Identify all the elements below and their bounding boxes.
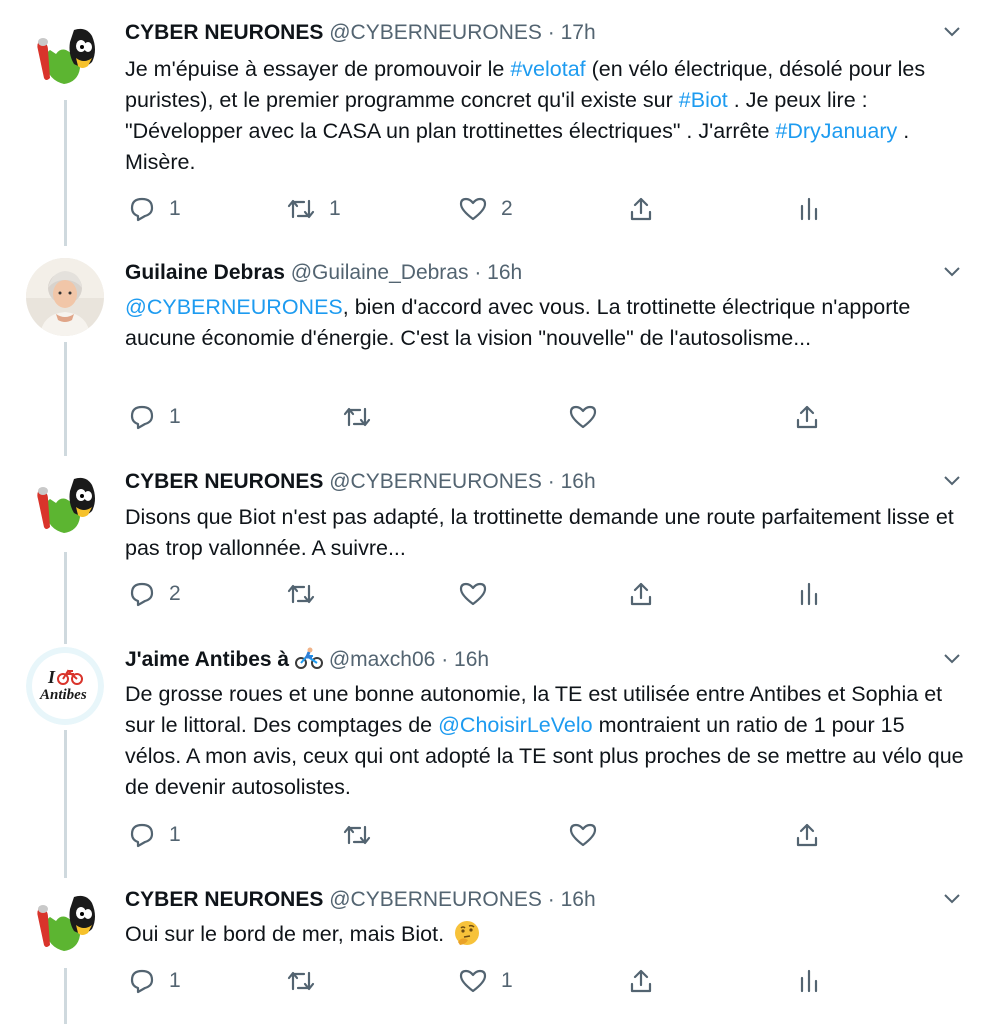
heart-icon — [569, 822, 597, 848]
separator: · — [547, 888, 555, 911]
hashtag-link[interactable]: #velotaf — [510, 57, 586, 81]
hashtag-link[interactable]: #Biot — [678, 88, 728, 112]
avatar-text-antibes: Antibes — [40, 687, 87, 703]
tweet-header — [125, 467, 991, 497]
timestamp[interactable]: 16h — [454, 648, 490, 671]
retweet-icon — [287, 197, 315, 221]
share-icon — [795, 404, 819, 430]
reply-count: 1 — [169, 969, 181, 992]
reply-button[interactable] — [129, 966, 181, 996]
mention-link[interactable]: @CYBERNEURONES — [125, 295, 343, 319]
like-button[interactable] — [569, 402, 597, 432]
author-name[interactable]: CYBER NEURONES — [125, 21, 324, 44]
tweet[interactable] — [0, 258, 991, 448]
avatar-text-i: I — [48, 667, 56, 687]
reply-count: 1 — [169, 197, 181, 220]
chevron-down-icon[interactable] — [943, 475, 961, 487]
tweet[interactable] — [0, 467, 991, 637]
retweet-button[interactable] — [343, 820, 371, 850]
author-handle[interactable]: @CYBERNEURONES — [329, 888, 542, 911]
retweet-button[interactable] — [343, 402, 371, 432]
chevron-down-icon[interactable] — [943, 26, 961, 38]
reply-count: 1 — [169, 405, 181, 428]
author-name[interactable]: CYBER NEURONES — [125, 470, 324, 493]
author-name[interactable]: Guilaine Debras — [125, 261, 285, 284]
mention-link[interactable]: @ChoisirLeVelo — [438, 713, 593, 737]
author-handle[interactable]: @Guilaine_Debras — [290, 261, 469, 284]
tweet-text: @CYBERNEURONES, bien d'accord avec vous. La trottinette électrique n'apporte aucune économie d'énergie. C'est la vision "nouvelle" de l'autosolisme... — [125, 295, 911, 350]
avatar-guilaine-debras[interactable] — [26, 258, 104, 336]
retweet-icon — [287, 582, 315, 606]
share-icon — [629, 196, 653, 222]
tweet[interactable] — [0, 645, 991, 870]
author-handle[interactable]: @CYBERNEURONES — [329, 470, 542, 493]
analytics-icon — [799, 581, 819, 607]
reply-button[interactable] — [129, 194, 181, 224]
avatar-cyberneurones[interactable] — [26, 887, 104, 965]
chevron-down-icon[interactable] — [943, 653, 961, 665]
timestamp[interactable]: 16h — [487, 261, 523, 284]
reply-button[interactable] — [129, 579, 181, 609]
analytics-icon — [799, 196, 819, 222]
tweet-header — [125, 18, 991, 48]
analytics-button[interactable] — [799, 579, 819, 609]
tweet-text: Je m'épuise à essayer de promouvoir le #velotaf (en vélo électrique, désolé pour les puristes), et le premier programme concret qu'il existe sur #Biot . Je peux lire : "Développer avec la CASA un plan trottinettes électriques" . J'arrête #DryJanuary . Misère. — [125, 57, 926, 174]
tweet-header — [125, 885, 991, 915]
like-button[interactable] — [459, 579, 487, 609]
share-button[interactable] — [795, 820, 819, 850]
reply-count: 2 — [169, 582, 181, 605]
reply-button[interactable] — [129, 820, 181, 850]
retweet-button[interactable] — [287, 966, 315, 996]
share-icon — [629, 968, 653, 994]
timestamp[interactable]: 16h — [560, 470, 596, 493]
tweet-actions — [125, 579, 965, 609]
reply-icon — [129, 404, 155, 430]
chevron-down-icon[interactable] — [943, 266, 961, 278]
separator: · — [441, 648, 449, 671]
tweet-actions — [125, 820, 965, 850]
tweet-actions — [125, 194, 965, 224]
retweet-button[interactable] — [287, 194, 341, 224]
hashtag-link[interactable]: #DryJanuary — [775, 119, 898, 143]
analytics-icon — [799, 968, 819, 994]
like-button[interactable] — [459, 966, 513, 996]
tweet[interactable] — [0, 885, 991, 1024]
thinking-face-emoji-icon — [454, 920, 480, 946]
separator: · — [547, 21, 555, 44]
tweet-text: De grosse roues et une bonne autonomie, la TE est utilisée entre Antibes et Sophia et sur le littoral. Des comptages de @ChoisirLeVelo montraient un ratio de 1 pour 15 vélos. A mon avis, ceux qui ont adopté la TE sont plus proches de se mettre au vélo que de devenir autosolistes. — [125, 682, 964, 799]
retweet-icon — [343, 823, 371, 847]
tweet-header — [125, 645, 991, 675]
like-count: 2 — [501, 197, 513, 220]
tweet-actions — [125, 402, 965, 432]
tweet-actions — [125, 966, 965, 996]
like-button[interactable] — [459, 194, 513, 224]
analytics-button[interactable] — [799, 966, 819, 996]
author-handle[interactable]: @maxch06 — [328, 648, 436, 671]
share-button[interactable] — [795, 402, 819, 432]
reply-icon — [129, 822, 155, 848]
heart-icon — [459, 581, 487, 607]
separator: · — [547, 470, 555, 493]
reply-icon — [129, 968, 155, 994]
tweet-text: Oui sur le bord de mer, mais Biot. — [125, 919, 965, 950]
chevron-down-icon[interactable] — [943, 893, 961, 905]
tweet[interactable] — [0, 18, 991, 243]
reply-icon — [129, 196, 155, 222]
tweet-text: Disons que Biot n'est pas adapté, la trottinette demande une route parfaitement lisse et pas trop vallonnée. A suivre... — [125, 505, 954, 560]
like-button[interactable] — [569, 820, 597, 850]
reply-icon — [129, 581, 155, 607]
share-icon — [629, 581, 653, 607]
share-button[interactable] — [629, 579, 653, 609]
avatar-jaime-antibes[interactable] — [26, 647, 104, 725]
reply-button[interactable] — [129, 402, 181, 432]
share-icon — [795, 822, 819, 848]
separator: · — [474, 261, 482, 284]
timestamp[interactable]: 17h — [560, 21, 596, 44]
heart-icon — [459, 196, 487, 222]
share-button[interactable] — [629, 194, 653, 224]
author-handle[interactable]: @CYBERNEURONES — [329, 21, 542, 44]
heart-icon — [569, 404, 597, 430]
timestamp[interactable]: 16h — [560, 888, 596, 911]
tweet-header — [125, 258, 991, 288]
retweet-icon — [287, 969, 315, 993]
analytics-button[interactable] — [799, 194, 819, 224]
author-name[interactable]: J'aime Antibes à — [125, 648, 290, 671]
share-button[interactable] — [629, 966, 653, 996]
avatar-cyberneurones[interactable] — [26, 469, 104, 547]
reply-count: 1 — [169, 823, 181, 846]
retweet-icon — [343, 405, 371, 429]
retweet-button[interactable] — [287, 579, 315, 609]
cyclist-emoji-icon — [295, 647, 323, 669]
retweet-count: 1 — [329, 197, 341, 220]
avatar-cyberneurones[interactable] — [26, 20, 104, 98]
like-count: 1 — [501, 969, 513, 992]
author-name[interactable]: CYBER NEURONES — [125, 888, 324, 911]
heart-icon — [459, 968, 487, 994]
